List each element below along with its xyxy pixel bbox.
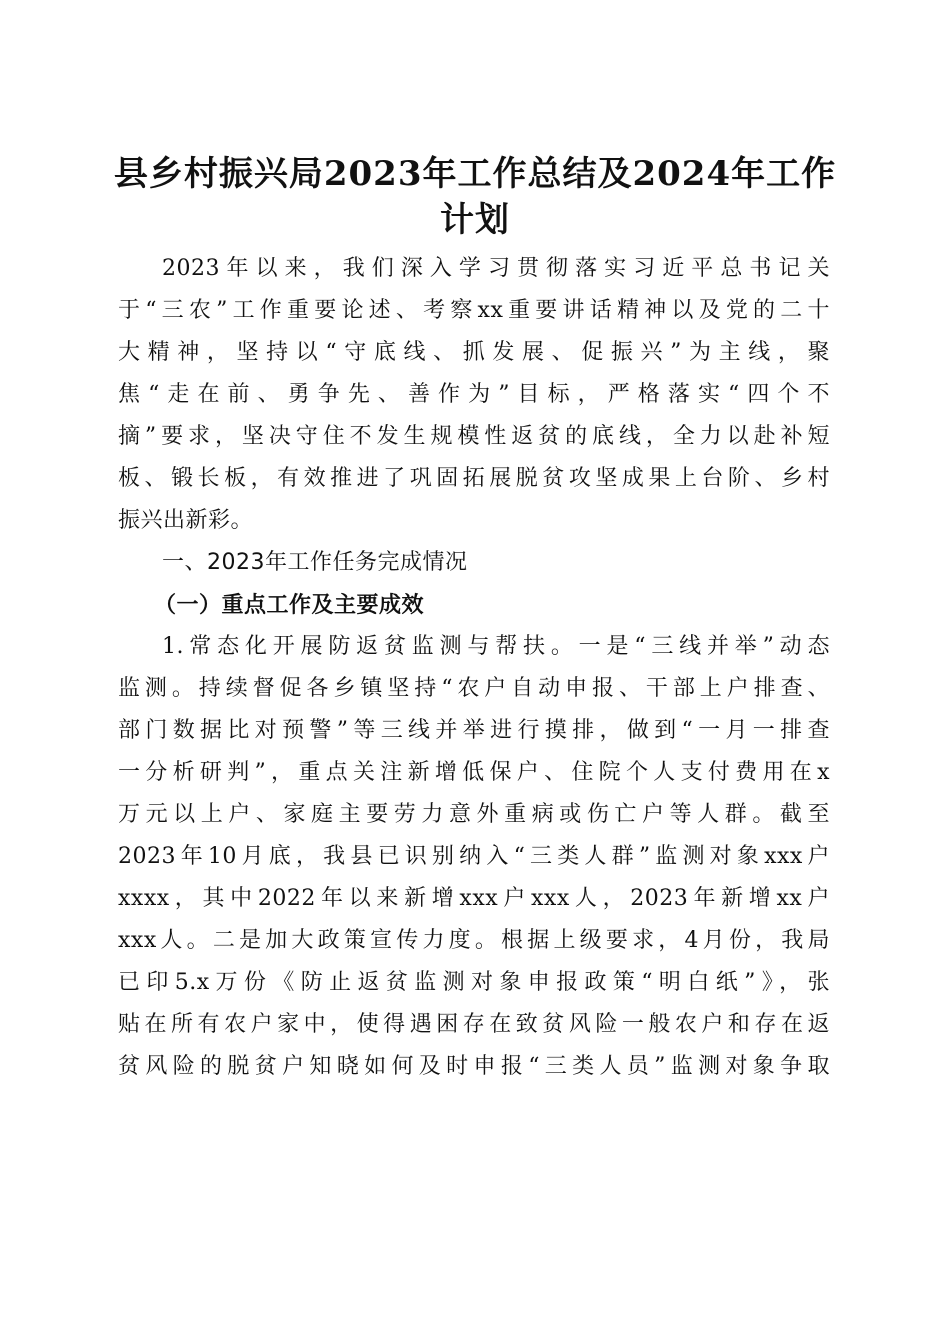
paragraph-line: 振兴出新彩。 bbox=[118, 508, 254, 533]
document-body bbox=[118, 248, 830, 1088]
paragraph-line: 已印5.x万份《防止返贫监测对象申报政策“明白纸”》，张 bbox=[118, 970, 830, 995]
paragraph-line: 于“三农”工作重要论述、考察xx重要讲话精神以及党的二十 bbox=[118, 298, 830, 323]
paragraph-line: 监测。持续督促各乡镇坚持“农户自动申报、干部上户排查、 bbox=[118, 676, 830, 701]
item-paragraph bbox=[118, 626, 830, 1088]
paragraph-line: 2023年10月底，我县已识别纳入“三类人群”监测对象xxx户 bbox=[118, 844, 830, 869]
paragraph-line: 板、锻长板，有效推进了巩固拓展脱贫攻坚成果上台阶、乡村 bbox=[118, 466, 830, 491]
paragraph-line: xxxx，其中2022年以来新增xxx户xxx人，2023年新增xx户 bbox=[118, 886, 830, 911]
paragraph-line: 一分析研判”，重点关注新增低保户、住院个人支付费用在x bbox=[118, 760, 830, 785]
intro-paragraph bbox=[118, 248, 830, 542]
paragraph-line: 部门数据比对预警”等三线并举进行摸排，做到“一月一排查 bbox=[118, 718, 830, 743]
paragraph-line: 1.常态化开展防返贫监测与帮扶。一是“三线并举”动态 bbox=[162, 634, 830, 659]
paragraph-line: 贫风险的脱贫户知晓如何及时申报“三类人员”监测对象争取 bbox=[118, 1054, 830, 1079]
paragraph-line: 万元以上户、家庭主要劳力意外重病或伤亡户等人群。截至 bbox=[118, 802, 830, 827]
paragraph-line: 摘”要求，坚决守住不发生规模性返贫的底线，全力以赴补短 bbox=[118, 424, 830, 449]
title-line-1: 县乡村振兴局2023年工作总结及2024年工作 bbox=[113, 153, 837, 194]
subsection-heading: （一）重点工作及主要成效 bbox=[154, 592, 425, 618]
title-line-2: 计划 bbox=[440, 199, 510, 240]
document-title bbox=[110, 151, 840, 243]
section-heading: 一、2023年工作任务完成情况 bbox=[162, 550, 468, 575]
paragraph-line: xxx人。二是加大政策宣传力度。根据上级要求，4月份，我局 bbox=[118, 928, 830, 953]
paragraph-line: 焦“走在前、勇争先、善作为”目标，严格落实“四个不 bbox=[118, 382, 830, 407]
paragraph-line: 2023年以来，我们深入学习贯彻落实习近平总书记关 bbox=[162, 256, 830, 281]
paragraph-line: 贴在所有农户家中，使得遇困存在致贫风险一般农户和存在返 bbox=[118, 1012, 830, 1037]
paragraph-line: 大精神，坚持以“守底线、抓发展、促振兴”为主线，聚 bbox=[118, 340, 830, 365]
